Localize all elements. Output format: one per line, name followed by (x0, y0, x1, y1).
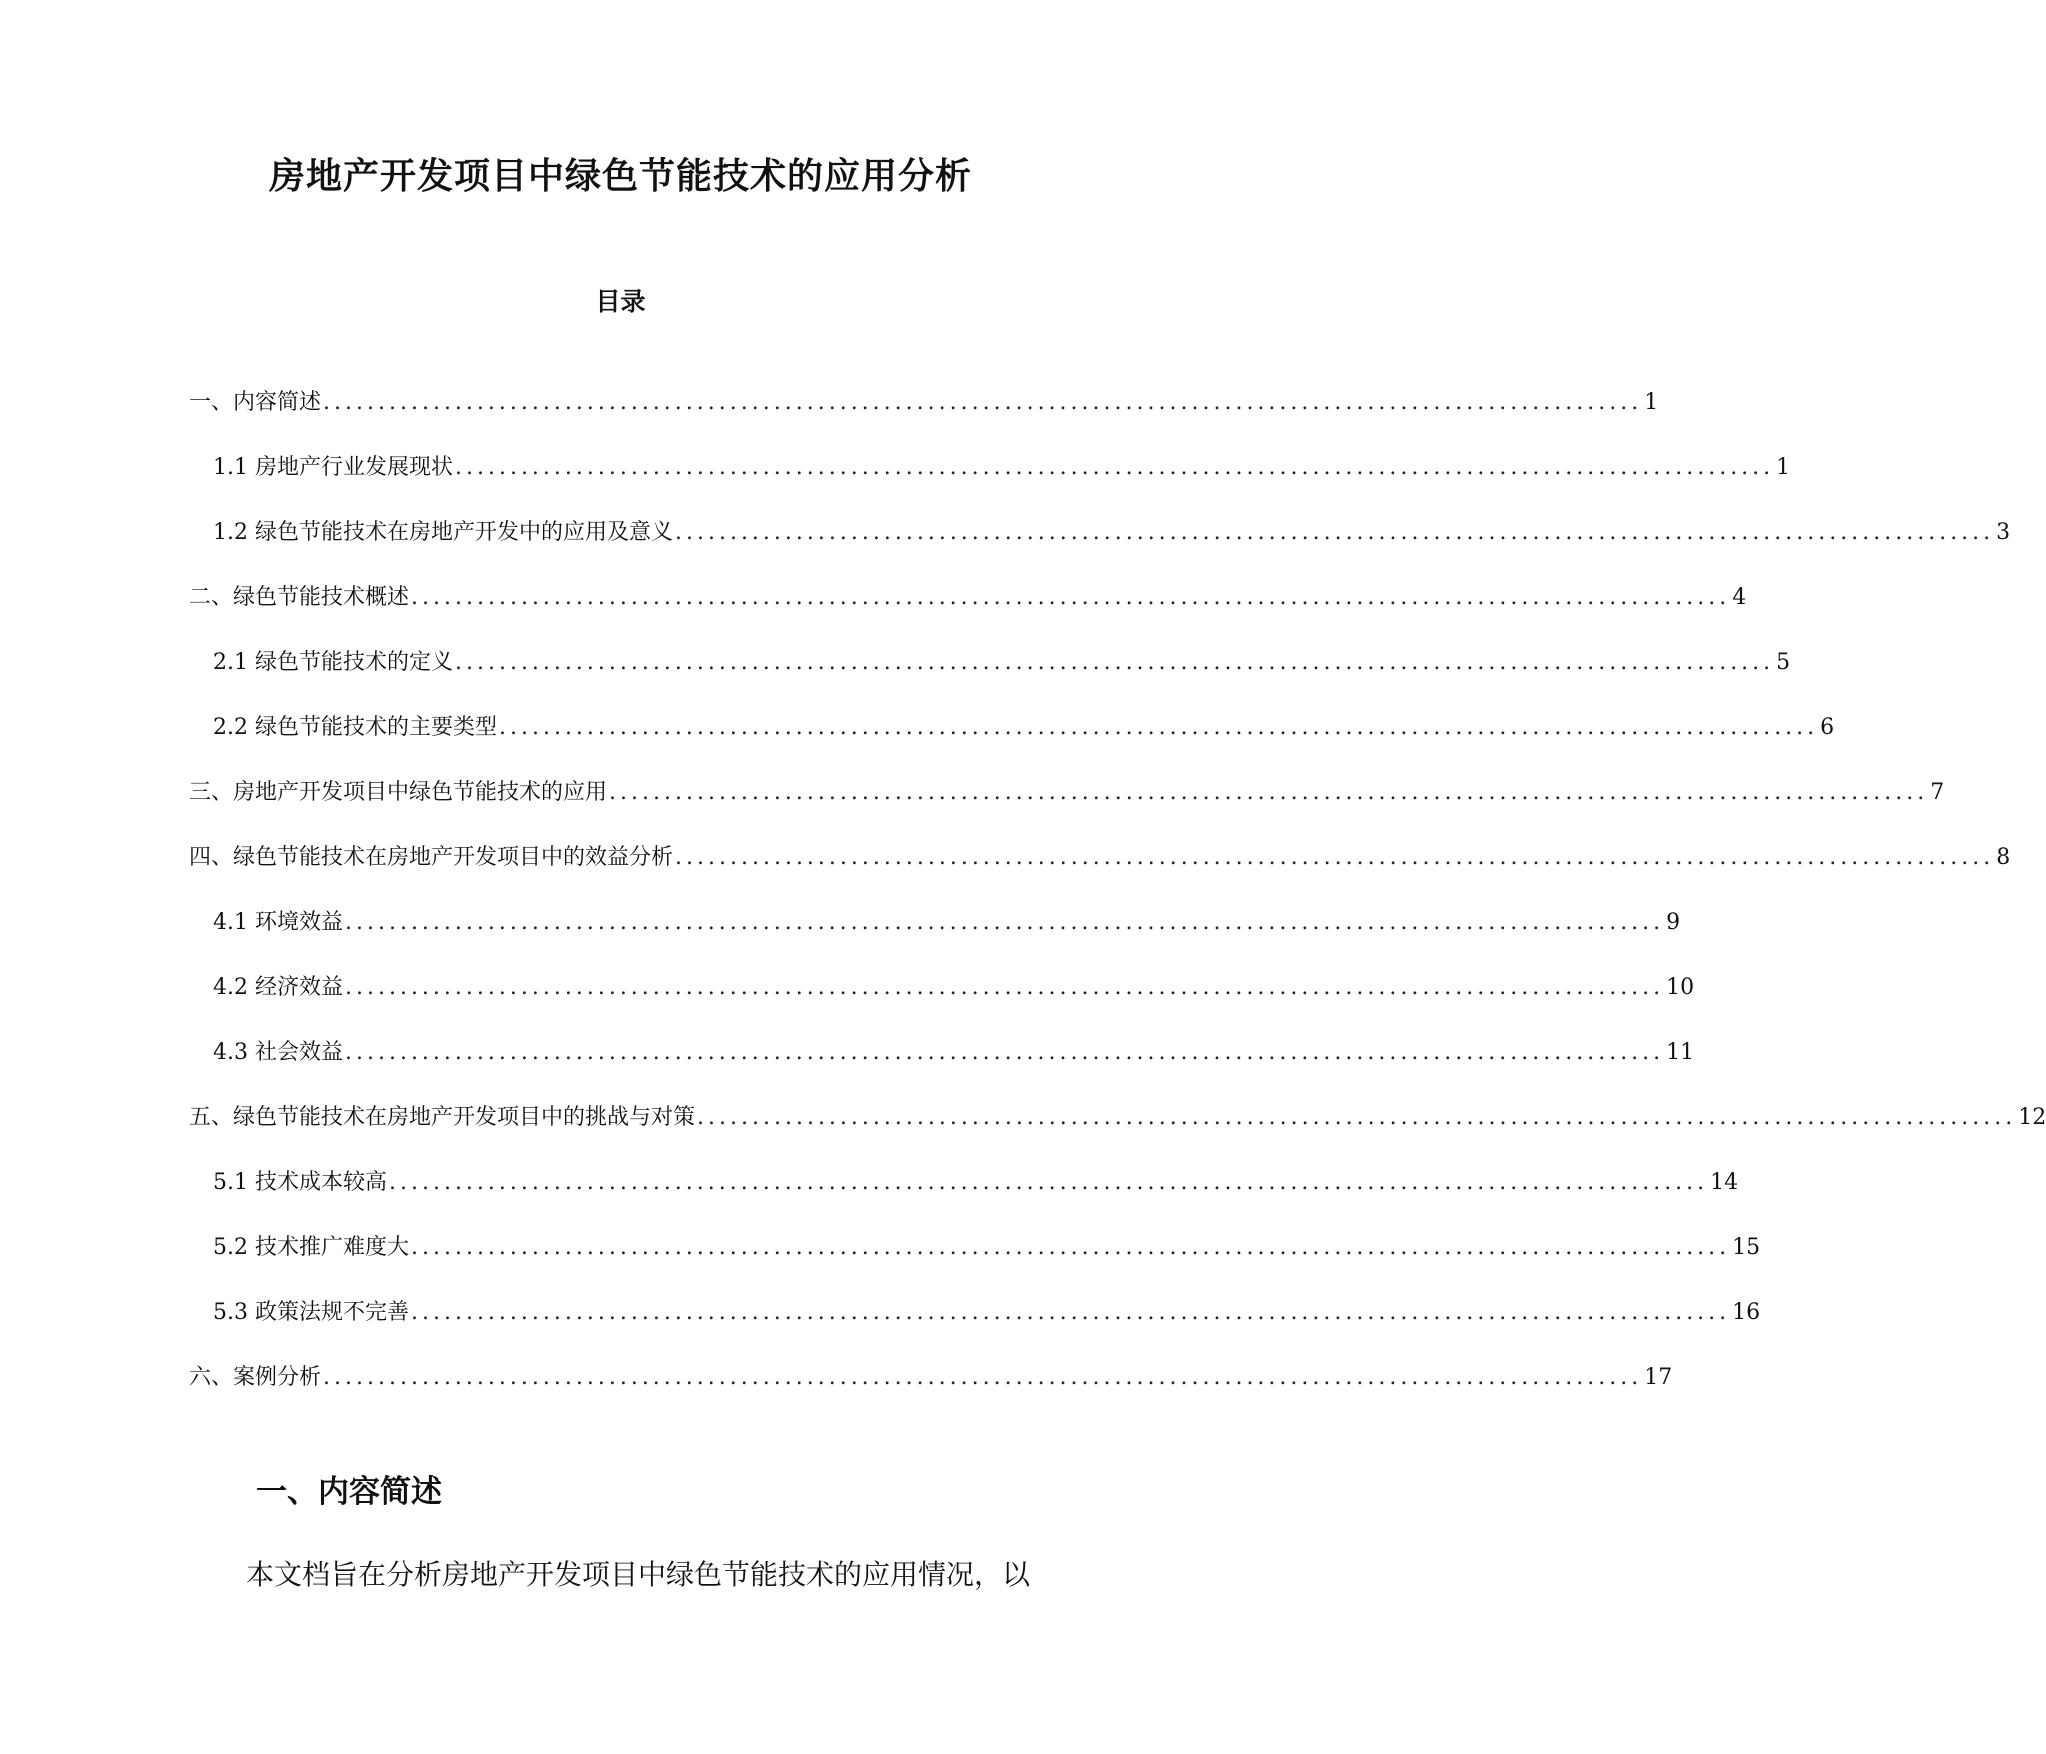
toc-page-number: 1 (1644, 390, 1659, 415)
toc-leader-dots: ........................................................................................................................ (344, 910, 1665, 935)
toc-page-number: 6 (1820, 715, 1835, 740)
toc-entry-label: 5.2 技术推广难度大 (213, 1235, 409, 1260)
toc-entry[interactable] (213, 1295, 1761, 1360)
toc-leader-dots: ........................................................................................................................ (675, 845, 1995, 870)
toc-entry-label: 五、绿色节能技术在房地产开发项目中的挑战与对策 (189, 1105, 696, 1130)
toc-entry[interactable] (213, 1165, 1739, 1230)
toc-entry[interactable] (189, 385, 1659, 450)
toc-heading: 目录 (595, 287, 646, 316)
body-paragraph: 本文档旨在分析房地产开发项目中绿色节能技术的应用情况，以 (246, 1558, 1031, 1591)
toc-entry-label: 四、绿色节能技术在房地产开发项目中的效益分析 (189, 845, 674, 870)
toc-page-number: 4 (1732, 585, 1747, 610)
toc-page-number: 17 (1644, 1365, 1673, 1390)
toc-leader-dots: ........................................................................................................................ (674, 520, 1995, 545)
toc-entry-label: 三、房地产开发项目中绿色节能技术的应用 (189, 780, 608, 805)
toc-page-number: 11 (1666, 1040, 1695, 1065)
toc-leader-dots: ........................................................................................................................ (498, 715, 1819, 740)
toc-entry[interactable] (213, 710, 1835, 775)
toc-page-number: 7 (1930, 780, 1945, 805)
toc-entry-label: 5.1 技术成本较高 (213, 1170, 387, 1195)
toc-entry[interactable] (213, 450, 1791, 515)
toc-entry[interactable] (213, 515, 2011, 580)
document-title: 房地产开发项目中绿色节能技术的应用分析 (268, 155, 972, 197)
toc-page-number: 10 (1666, 975, 1695, 1000)
toc-entry-label: 一、内容简述 (189, 390, 322, 415)
toc-entry[interactable] (189, 775, 1945, 840)
toc-page-number: 9 (1666, 910, 1681, 935)
toc-page-number: 16 (1732, 1300, 1761, 1325)
toc-leader-dots: ........................................................................................................................ (388, 1170, 1709, 1195)
toc-entry-label: 5.3 政策法规不完善 (213, 1300, 409, 1325)
toc-entry-label: 4.1 环境效益 (213, 910, 343, 935)
toc-page-number: 14 (1710, 1170, 1739, 1195)
toc-entry[interactable] (213, 645, 1791, 710)
toc-entry-label: 2.2 绿色节能技术的主要类型 (213, 715, 497, 740)
toc-leader-dots: ........................................................................................................................ (454, 650, 1775, 675)
toc-entry-label: 1.1 房地产行业发展现状 (213, 455, 453, 480)
toc-leader-dots: ........................................................................................................................ (323, 1365, 1643, 1390)
toc-entry-label: 六、案例分析 (189, 1365, 322, 1390)
toc-entry-label: 二、绿色节能技术概述 (189, 585, 410, 610)
toc-page-number: 1 (1776, 455, 1791, 480)
table-of-contents (0, 385, 2046, 1425)
toc-entry[interactable] (213, 1230, 1761, 1295)
toc-entry[interactable] (189, 840, 2011, 905)
toc-leader-dots: ........................................................................................................................ (410, 1235, 1731, 1260)
toc-leader-dots: ........................................................................................................................ (344, 1040, 1665, 1065)
toc-leader-dots: ........................................................................................................................ (609, 780, 1929, 805)
toc-page-number: 3 (1996, 520, 2011, 545)
toc-entry-label: 4.3 社会效益 (213, 1040, 343, 1065)
toc-leader-dots: ........................................................................................................................ (344, 975, 1665, 1000)
toc-leader-dots: ........................................................................................................................ (323, 390, 1643, 415)
toc-leader-dots: ........................................................................................................................ (411, 585, 1731, 610)
toc-entry-label: 2.1 绿色节能技术的定义 (213, 650, 453, 675)
toc-page-number: 8 (1996, 845, 2011, 870)
toc-entry[interactable] (213, 905, 1681, 970)
toc-leader-dots: ........................................................................................................................ (454, 455, 1775, 480)
toc-entry[interactable] (213, 970, 1695, 1035)
section-heading: 一、内容简述 (256, 1474, 442, 1510)
toc-entry[interactable] (189, 580, 1747, 645)
toc-page-number: 12 (2018, 1105, 2046, 1130)
toc-leader-dots: ........................................................................................................................ (697, 1105, 2017, 1130)
toc-page-number: 15 (1732, 1235, 1761, 1260)
toc-entry-label: 4.2 经济效益 (213, 975, 343, 1000)
toc-entry-label: 1.2 绿色节能技术在房地产开发中的应用及意义 (213, 520, 673, 545)
toc-leader-dots: ........................................................................................................................ (410, 1300, 1731, 1325)
toc-page-number: 5 (1776, 650, 1791, 675)
toc-entry[interactable] (189, 1100, 2046, 1165)
toc-entry[interactable] (189, 1360, 1673, 1425)
toc-entry[interactable] (213, 1035, 1695, 1100)
